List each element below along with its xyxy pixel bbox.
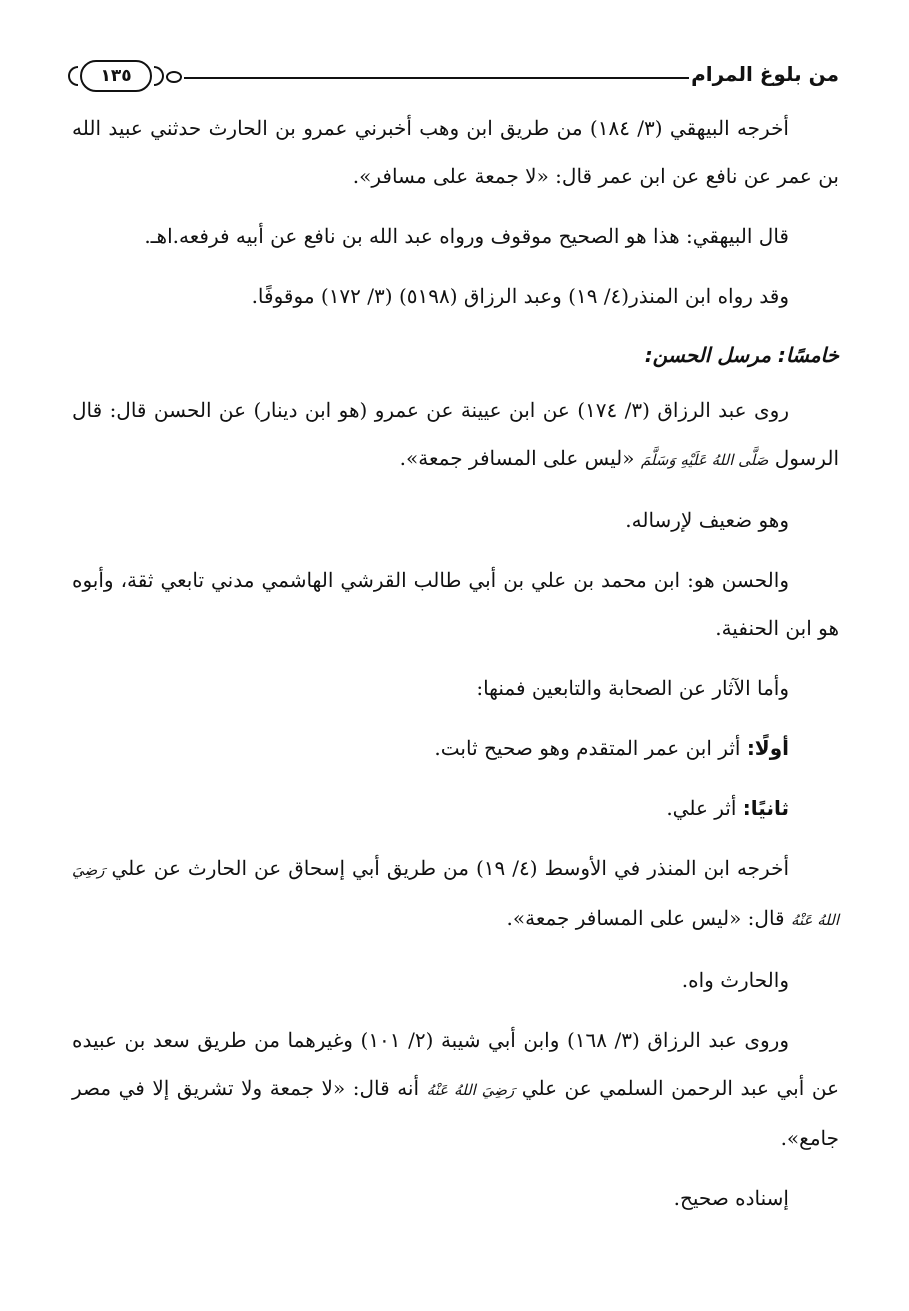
- text-part: قال: «ليس على المسافر جمعة».: [506, 906, 785, 930]
- paragraph-first: [72, 724, 839, 772]
- paragraph-hasan-bio: والحسن هو: ابن محمد بن علي بن أبي طالب القرشي الهاشمي مدني تابعي ثقة، وأبوه هو ابن الحنفية.: [72, 568, 839, 640]
- paragraph-athar-intro: وأما الآثار عن الصحابة والتابعين فمنها:: [476, 676, 789, 700]
- paragraph-ibn-mundhir: وقد رواه ابن المنذر(٤/ ١٩) وعبد الرزاق (٥١٩٨) (٣/ ١٧٢) موقوفًا.: [251, 284, 789, 308]
- page-body: [72, 104, 839, 1234]
- page-number: ١٣٥: [80, 60, 152, 92]
- paragraph-second: [72, 784, 839, 832]
- honorific-radiyallahu: رَضِيَ اللهُ عَنْهُ: [72, 861, 839, 929]
- item-text: أثر ابن عمر المتقدم وهو صحيح ثابت.: [434, 736, 741, 760]
- paragraph-bayhaqi-comment: قال البيهقي: هذا هو الصحيح موقوف ورواه عبد الله بن نافع عن أبيه فرفعه.اهـ.: [144, 224, 789, 248]
- paragraph-harith-weak: والحارث واه.: [681, 968, 789, 992]
- text-part: روى عبد الرزاق (٣/ ١٧٤) عن ابن عيينة عن عمرو (هو ابن دينار) عن الحسن قال: قال الرسول: [72, 398, 839, 470]
- paragraph-ibn-mundhir-awsat: [72, 844, 839, 944]
- text-part: «ليس على المسافر جمعة».: [399, 446, 635, 470]
- item-text: أثر علي.: [666, 796, 737, 820]
- paragraph-isnad-sahih: إسناده صحيح.: [673, 1186, 789, 1210]
- honorific-radiyallahu: رَضِيَ اللهُ عَنْهُ: [426, 1081, 515, 1099]
- running-title: من بلوغ المرام: [691, 62, 839, 86]
- header-rule: [184, 77, 689, 79]
- honorific-salutation: صَلَّى اللهُ عَلَيْهِ وَسَلَّمَ: [640, 451, 769, 469]
- header-ornament: [166, 71, 182, 83]
- paragraph-weak: وهو ضعيف لإرساله.: [625, 508, 789, 532]
- item-label: أولًا:: [746, 736, 789, 760]
- text-part: أنه قال: «لا جمعة ولا تشريق إلا في مصر جامع».: [72, 1076, 839, 1150]
- paragraph-abdurrazzaq-hasan: [72, 386, 839, 484]
- paragraph-abdurrazzaq-ali: [72, 1016, 839, 1162]
- paragraph-bayhaqi-report: أخرجه البيهقي (٣/ ١٨٤) من طريق ابن وهب أخبرني عمرو بن الحارث حدثني عبيد الله بن عمر عن نافع عن ابن عمر قال: «لا جمعة على مسافر».: [72, 116, 839, 188]
- text-part: أخرجه ابن المنذر في الأوسط (٤/ ١٩) من طريق أبي إسحاق عن الحارث عن علي: [111, 856, 789, 880]
- text-part: وروى عبد الرزاق (٣/ ١٦٨) وابن أبي شيبة (٢/ ١٠١) وغيرهما من طريق سعد بن عبيده عن أبي عبد الرحمن السلمي عن علي: [72, 1028, 840, 1100]
- item-label: ثانيًا:: [742, 796, 789, 820]
- page-header: [62, 60, 839, 96]
- section-heading-fifth: خامسًا: مرسل الحسن:: [644, 343, 839, 367]
